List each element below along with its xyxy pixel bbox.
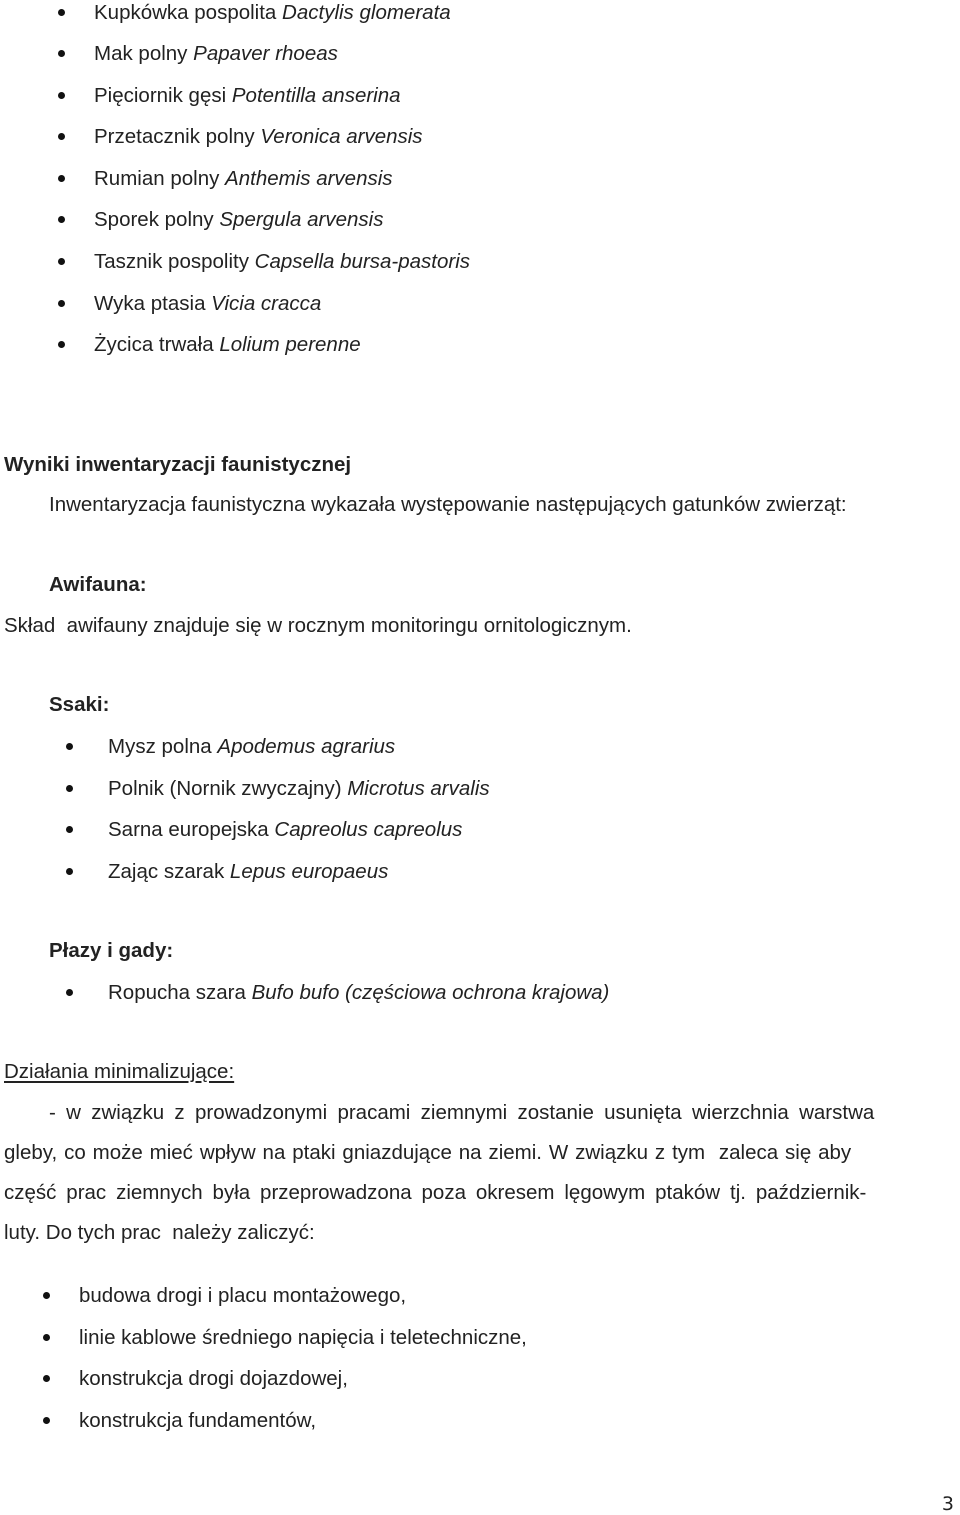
common-name: Kupkówka pospolita (94, 1, 277, 24)
bullet-icon (66, 785, 73, 792)
common-name: Ropucha szara (108, 981, 246, 1004)
mitigation-text: - w związku z prowadzonymi pracami ziemnymi zostanie usunięta wierzchnia warstwa (49, 1101, 875, 1124)
latin-name: Veronica arvensis (260, 125, 423, 148)
list-item (108, 817, 462, 843)
list-item: linie kablowe średniego napięcia i teletechniczne, (79, 1326, 527, 1349)
bullet-icon (43, 1417, 50, 1424)
latin-name: Dactylis glomerata (282, 1, 451, 24)
bullet-icon (66, 826, 73, 833)
latin-name: Capreolus capreolus (274, 818, 463, 841)
fauna-intro: Inwentaryzacja faunistyczna wykazała występowanie następujących gatunków zwierząt: (49, 493, 847, 516)
common-name: Życica trwała (94, 333, 214, 356)
mitigation-line (49, 1100, 960, 1126)
bullet-icon (58, 50, 65, 57)
list-item (108, 734, 395, 760)
bullet-icon (58, 175, 65, 182)
common-name: Polnik (Nornik zwyczajny) (108, 777, 342, 800)
list-item (94, 207, 383, 233)
common-name: Mak polny (94, 42, 188, 65)
common-name: Rumian polny (94, 167, 220, 190)
latin-name: Lolium perenne (219, 333, 361, 356)
common-name: Sarna europejska (108, 818, 269, 841)
list-item: konstrukcja drogi dojazdowej, (79, 1367, 348, 1390)
list-item: budowa drogi i placu montażowego, (79, 1284, 407, 1307)
common-name: Przetacznik polny (94, 125, 255, 148)
list-item (94, 166, 393, 192)
list-item (94, 291, 321, 317)
awifauna-heading: Awifauna: (49, 573, 147, 596)
fauna-heading: Wyniki inwentaryzacji faunistycznej (4, 453, 352, 476)
list-item (94, 0, 451, 26)
bullet-icon (58, 133, 65, 140)
awifauna-text: Skład awifauny znajduje się w rocznym monitoringu ornitologicznym. (4, 614, 632, 637)
bullet-icon (66, 743, 73, 750)
latin-name: Apodemus agrarius (217, 735, 396, 758)
common-name: Zając szarak (108, 860, 225, 883)
bullet-icon (58, 216, 65, 223)
bullet-icon (43, 1375, 50, 1382)
common-name: Mysz polna (108, 735, 212, 758)
bullet-icon (66, 868, 73, 875)
bullet-icon (58, 300, 65, 307)
page-number: 3 (941, 1493, 954, 1515)
mitigation-line: gleby, co może mieć wpływ na ptaki gniazdujące na ziemi. W związku z tym zaleca się aby (4, 1141, 852, 1164)
bullet-icon (58, 341, 65, 348)
latin-name: Microtus arvalis (347, 777, 490, 800)
list-item (94, 332, 361, 358)
list-item (94, 124, 423, 150)
list-item (108, 859, 388, 885)
mitigation-line: luty. Do tych prac należy zaliczyć: (4, 1221, 315, 1244)
common-name: Pięciornik gęsi (94, 84, 227, 107)
list-item (108, 776, 490, 802)
bullet-icon (58, 258, 65, 265)
list-item (94, 41, 338, 67)
bullet-icon (58, 92, 65, 99)
latin-name: Bufo bufo (częściowa ochrona krajowa) (251, 981, 610, 1004)
latin-name: Capsella bursa-pastoris (254, 250, 471, 273)
mitigation-heading: Działania minimalizujące: (4, 1060, 235, 1083)
list-item: konstrukcja fundamentów, (79, 1409, 317, 1432)
bullet-icon (43, 1292, 50, 1299)
latin-name: Spergula arvensis (219, 208, 384, 231)
bullet-icon (58, 9, 65, 16)
latin-name: Vicia cracca (211, 292, 322, 315)
latin-name: Potentilla anserina (231, 84, 401, 107)
latin-name: Papaver rhoeas (193, 42, 338, 65)
bullet-icon (43, 1334, 50, 1341)
latin-name: Anthemis arvensis (225, 167, 393, 190)
latin-name: Lepus europaeus (229, 860, 389, 883)
mammals-heading: Ssaki: (49, 693, 110, 716)
list-item (94, 83, 401, 109)
common-name: Wyka ptasia (94, 292, 206, 315)
bullet-icon (66, 989, 73, 996)
list-item (108, 980, 609, 1006)
common-name: Sporek polny (94, 208, 214, 231)
common-name: Tasznik pospolity (94, 250, 249, 273)
list-item (94, 249, 470, 275)
mitigation-line: część prac ziemnych była przeprowadzona poza okresem lęgowym ptaków tj. październik- (4, 1181, 867, 1204)
amphibians-heading: Płazy i gady: (49, 939, 174, 962)
